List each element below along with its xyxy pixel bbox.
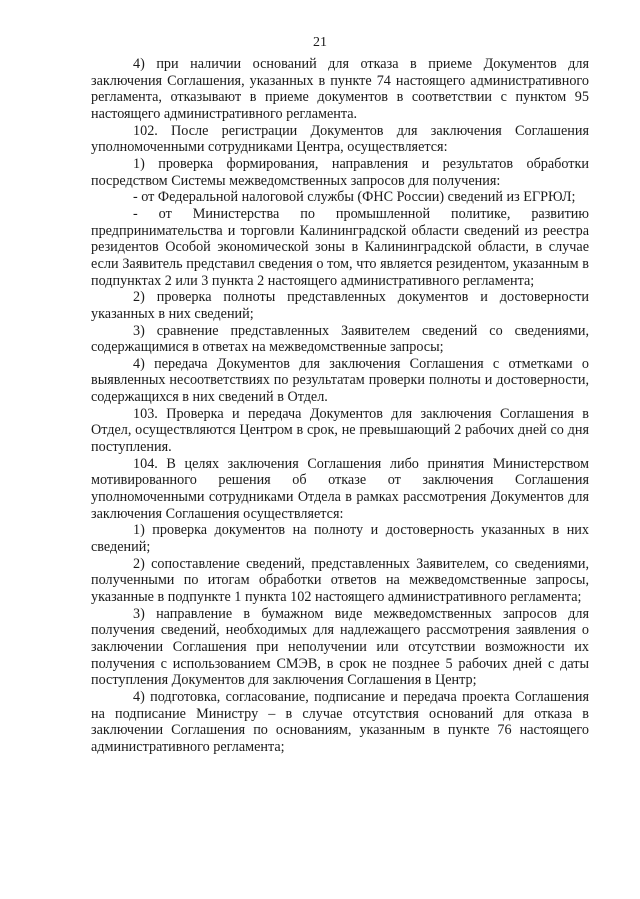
paragraph-102-fns: - от Федеральной налоговой службы (ФНС России) сведений из ЕГРЮЛ; (133, 189, 576, 206)
paragraph-102: 102. После регистрации Документов для заключения Соглашения уполномоченными сотрудниками Центра, осуществляется: (91, 122, 589, 156)
paragraph-104-item-1: 1) проверка документов на полноту и достоверность указанных в них сведений; (91, 522, 589, 556)
paragraph-102-item-3: 3) сравнение представленных Заявителем сведений со сведениями, содержащимися в ответах на межведомственные запросы; (91, 322, 589, 356)
paragraph-103: 103. Проверка и передача Документов для заключения Соглашения в Отдел, осуществляются Центром в срок, не превышающий 2 рабочих дней со дня поступления. (91, 405, 589, 456)
paragraph-102-item-1: 1) проверка формирования, направления и результатов обработки посредством Системы межведомственных запросов для получения: (91, 155, 589, 189)
page-number: 21 (313, 35, 327, 50)
paragraph-104: 104. В целях заключения Соглашения либо принятия Министерством мотивированного решения об отказе от заключения Соглашения уполномоченными сотрудниками Отдела в рамках рассмотрения Документов для заключения Соглашения осуществляется: (91, 455, 589, 522)
paragraph-102-item-2: 2) проверка полноты представленных документов и достоверности указанных в них сведений; (91, 289, 589, 322)
paragraph-item-4-refusal: 4) при наличии оснований для отказа в приеме Документов для заключения Соглашения, указанных в пункте 74 настоящего административного регламента, отказывают в приеме документов в соответствии с пунктом 95 настоящего административного регламента. (91, 56, 589, 122)
paragraph-102-item-4: 4) передача Документов для заключения Соглашения с отметками о выявленных несоответствиях по результатам проверки полноты и достоверности, содержащихся в них сведений в Отдел. (91, 355, 589, 406)
paragraph-104-item-3: 3) направление в бумажном виде межведомственных запросов для получения сведений, необходимых для надлежащего рассмотрения заявления о заключении Соглашения при неполучении или отсутствии возможности их получения с использованием СМЭВ, в срок не позднее 5 рабочих дней с даты поступления Документов для заключения Соглашения в Центр; (91, 605, 589, 689)
document-body (91, 56, 589, 756)
paragraph-102-ministry: - от Министерства по промышленной политике, развитию предпринимательства и торговли Калининградской области сведений из реестра резидентов Особой экономической зоны в Калининградской области, в случае если Заявитель представил сведения о том, что является резидентом, указанным в подпунктах 2 или 3 пункта 2 настоящего административного регламента; (91, 205, 589, 289)
paragraph-104-item-2: 2) сопоставление сведений, представленных Заявителем, со сведениями, полученными по итогам обработки ответов на межведомственные запросы, указанные в подпункте 1 пункта 102 настоящего административного регламента; (91, 555, 589, 605)
paragraph-104-item-4: 4) подготовка, согласование, подписание и передача проекта Соглашения на подписание Министру – в случае отсутствия оснований для отказа в заключении Соглашения по основаниям, указанным в пункте 76 настоящего административного регламента; (91, 688, 589, 755)
